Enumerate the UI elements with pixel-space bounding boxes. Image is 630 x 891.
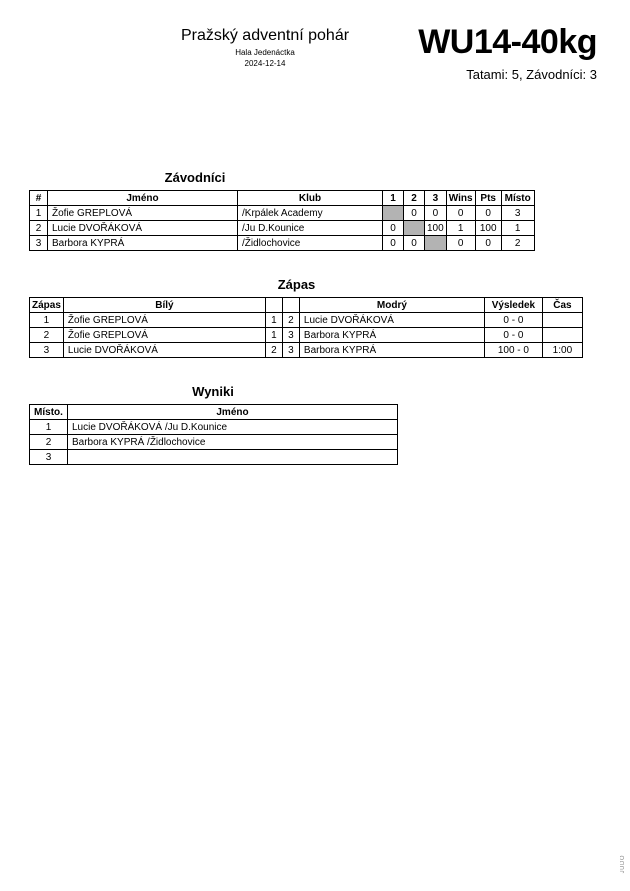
page-header xyxy=(0,23,630,96)
table-row xyxy=(30,206,535,221)
match-time: 1:00 xyxy=(542,343,582,358)
competitor-pts: 100 xyxy=(475,221,501,236)
match-result: 100 - 0 xyxy=(484,343,542,358)
category-subtitle: Tatami: 5, Závodníci: 3 xyxy=(466,67,597,82)
category-title: WU14-40kg xyxy=(418,23,597,61)
col-header-white-num xyxy=(265,298,282,313)
competitor-wins: 0 xyxy=(446,206,475,221)
match-blue-num: 3 xyxy=(282,343,299,358)
result-place: 2 xyxy=(30,435,68,450)
match-white-name: Žofie GREPLOVÁ xyxy=(63,313,265,328)
match-score-self xyxy=(404,221,425,236)
event-date: 2024-12-14 xyxy=(244,59,286,68)
match-white-num: 1 xyxy=(265,328,282,343)
results-table xyxy=(29,404,398,465)
event-venue: Hala Jedenáctka xyxy=(235,48,295,57)
competitor-name: Žofie GREPLOVÁ xyxy=(48,206,238,221)
col-header-blue-num xyxy=(282,298,299,313)
match-blue-name: Barbora KYPRÁ xyxy=(299,328,484,343)
col-header-blue: Modrý xyxy=(299,298,484,313)
match-score-1: 0 xyxy=(383,221,404,236)
match-blue-name: Barbora KYPRÁ xyxy=(299,343,484,358)
table-row xyxy=(30,435,398,450)
match-time xyxy=(542,313,582,328)
table-row xyxy=(30,328,583,343)
result-name: Lucie DVOŘÁKOVÁ /Ju D.Kounice xyxy=(68,420,398,435)
match-blue-name: Lucie DVOŘÁKOVÁ xyxy=(299,313,484,328)
col-header-time: Čas xyxy=(542,298,582,313)
result-name xyxy=(68,450,398,465)
col-header-club: Klub xyxy=(238,191,383,206)
table-row xyxy=(30,236,535,251)
col-header-m2: 2 xyxy=(404,191,425,206)
col-header-m3: 3 xyxy=(425,191,447,206)
result-name: Barbora KYPRÁ /Židlochovice xyxy=(68,435,398,450)
match-number: 2 xyxy=(30,328,64,343)
match-white-num: 2 xyxy=(265,343,282,358)
competitor-club: /Ju D.Kounice xyxy=(238,221,383,236)
table-row xyxy=(30,420,398,435)
col-header-result-place: Místo. xyxy=(30,405,68,420)
match-result: 0 - 0 xyxy=(484,313,542,328)
result-place: 1 xyxy=(30,420,68,435)
competitor-place: 2 xyxy=(501,236,534,251)
competitor-name: Lucie DVOŘÁKOVÁ xyxy=(48,221,238,236)
col-header-number: # xyxy=(30,191,48,206)
table-header-row xyxy=(30,191,535,206)
competitors-heading: Závodníci xyxy=(164,170,226,185)
result-place: 3 xyxy=(30,450,68,465)
match-score-self xyxy=(425,236,447,251)
col-header-match-number: Zápas xyxy=(30,298,64,313)
category-info xyxy=(418,22,597,84)
matches-table xyxy=(29,297,583,358)
competitor-wins: 0 xyxy=(446,236,475,251)
col-header-name: Jméno xyxy=(48,191,238,206)
match-white-name: Žofie GREPLOVÁ xyxy=(63,328,265,343)
competitor-pts: 0 xyxy=(475,206,501,221)
results-heading: Wyniki xyxy=(192,384,234,399)
col-header-result: Výsledek xyxy=(484,298,542,313)
page-watermark: JUDO xyxy=(620,854,626,873)
col-header-wins: Wins xyxy=(446,191,475,206)
col-header-white: Bílý xyxy=(63,298,265,313)
match-time xyxy=(542,328,582,343)
competitor-place: 1 xyxy=(501,221,534,236)
competitor-club: /Židlochovice xyxy=(238,236,383,251)
col-header-result-name: Jméno xyxy=(68,405,398,420)
table-row xyxy=(30,450,398,465)
match-white-name: Lucie DVOŘÁKOVÁ xyxy=(63,343,265,358)
competitor-wins: 1 xyxy=(446,221,475,236)
table-row xyxy=(30,313,583,328)
competitor-name: Barbora KYPRÁ xyxy=(48,236,238,251)
match-score-2: 0 xyxy=(404,236,425,251)
match-blue-num: 2 xyxy=(282,313,299,328)
table-header-row xyxy=(30,405,398,420)
competitors-table xyxy=(29,190,535,251)
match-score-3: 0 xyxy=(425,206,447,221)
match-score-2: 0 xyxy=(404,206,425,221)
competitor-place: 3 xyxy=(501,206,534,221)
match-score-1: 0 xyxy=(383,236,404,251)
match-score-self xyxy=(383,206,404,221)
competitor-number: 2 xyxy=(30,221,48,236)
competitor-club: /Krpálek Academy xyxy=(238,206,383,221)
event-info xyxy=(120,26,410,69)
match-result: 0 - 0 xyxy=(484,328,542,343)
competitor-number: 1 xyxy=(30,206,48,221)
table-row xyxy=(30,221,535,236)
table-row xyxy=(30,343,583,358)
col-header-pts: Pts xyxy=(475,191,501,206)
match-blue-num: 3 xyxy=(282,328,299,343)
match-number: 3 xyxy=(30,343,64,358)
table-header-row xyxy=(30,298,583,313)
match-white-num: 1 xyxy=(265,313,282,328)
match-score-3: 100 xyxy=(425,221,447,236)
event-title: Pražský adventní pohár xyxy=(180,27,350,44)
matches-heading: Zápas xyxy=(277,277,316,292)
competitor-number: 3 xyxy=(30,236,48,251)
col-header-place: Místo xyxy=(501,191,534,206)
col-header-m1: 1 xyxy=(383,191,404,206)
competitor-pts: 0 xyxy=(475,236,501,251)
match-number: 1 xyxy=(30,313,64,328)
